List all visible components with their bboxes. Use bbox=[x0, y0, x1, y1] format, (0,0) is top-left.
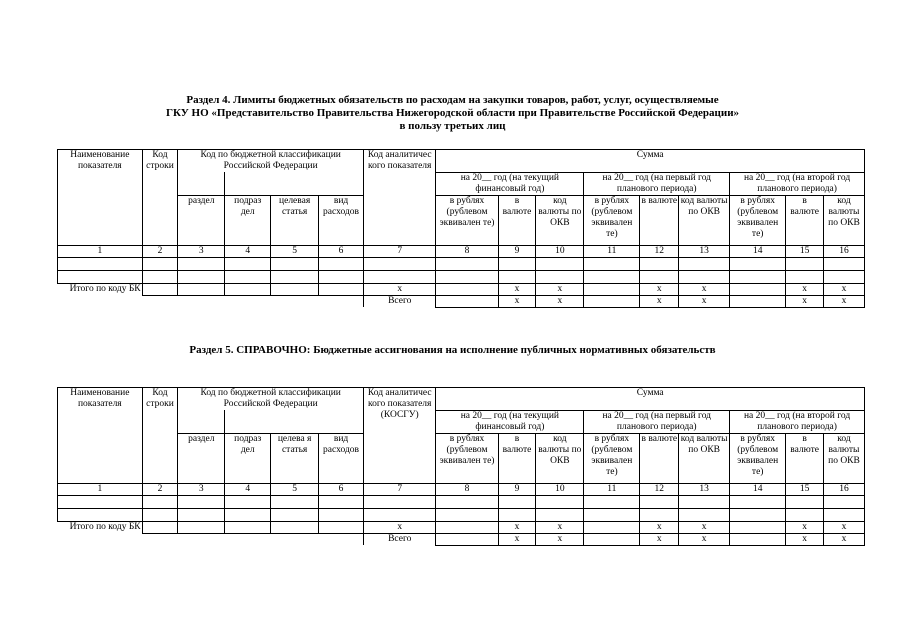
section4-title-line-1: Раздел 4. Лимиты бюджетных обязательств по расходам на закупки товаров, работ, услуг, осуществляемые bbox=[186, 94, 719, 106]
column-number: 4 bbox=[225, 245, 271, 257]
table-row bbox=[58, 495, 865, 508]
column-number: 6 bbox=[319, 245, 364, 257]
x-mark: x bbox=[498, 295, 536, 307]
header-subsection: подраз дел bbox=[225, 195, 271, 245]
header-cur-1: в валюте bbox=[498, 195, 536, 245]
x-mark: x bbox=[679, 295, 730, 307]
header-cur-1: в валюте bbox=[498, 433, 536, 483]
column-number: 5 bbox=[271, 245, 319, 257]
column-number: 8 bbox=[436, 245, 498, 257]
x-mark: x bbox=[640, 295, 679, 307]
x-mark: x bbox=[823, 521, 864, 533]
x-mark: x bbox=[679, 283, 730, 295]
total-bk-label: Итого по коду БК bbox=[69, 283, 141, 294]
x-mark: x bbox=[364, 521, 436, 533]
total-bk-row bbox=[58, 521, 865, 533]
header-subsection: подраз дел bbox=[225, 433, 271, 483]
header-sum: Сумма bbox=[436, 388, 865, 411]
header-rub-1: в рублях (рублевом эквивален те) bbox=[436, 195, 498, 245]
column-number: 16 bbox=[823, 245, 864, 257]
total-all-label: Всего bbox=[364, 533, 436, 545]
x-mark: x bbox=[536, 295, 584, 307]
column-number: 9 bbox=[498, 483, 536, 495]
column-number: 15 bbox=[786, 483, 824, 495]
column-number: 1 bbox=[58, 483, 143, 495]
x-mark: x bbox=[823, 295, 864, 307]
header-okv-3: код валюты по ОКВ bbox=[823, 433, 864, 483]
section4-table bbox=[57, 149, 865, 308]
section4-title bbox=[40, 94, 865, 133]
table-row bbox=[58, 257, 865, 270]
x-mark: x bbox=[536, 283, 584, 295]
header-analytic-code: Код аналитичес кого показателя bbox=[364, 150, 436, 246]
x-mark: x bbox=[498, 283, 536, 295]
column-number: 3 bbox=[178, 483, 225, 495]
column-number: 8 bbox=[436, 483, 498, 495]
total-all-row bbox=[58, 533, 865, 545]
x-mark: x bbox=[498, 521, 536, 533]
header-sum: Сумма bbox=[436, 150, 865, 173]
column-number: 13 bbox=[679, 245, 730, 257]
x-mark: x bbox=[640, 283, 679, 295]
header-okv-2: код валюты по ОКВ bbox=[679, 433, 730, 483]
x-mark: x bbox=[640, 533, 679, 545]
column-number: 10 bbox=[536, 245, 584, 257]
header-year-plan1: на 20__ год (на первый год планового периода) bbox=[584, 172, 730, 195]
header-cur-3: в валюте bbox=[786, 433, 824, 483]
column-number: 14 bbox=[730, 245, 786, 257]
x-mark: x bbox=[786, 295, 824, 307]
header-rub-1: в рублях (рублевом эквивален те) bbox=[436, 433, 498, 483]
column-number: 12 bbox=[640, 245, 679, 257]
header-rub-2: в рублях (рублевом эквивален те) bbox=[584, 195, 640, 245]
section5-title: Раздел 5. СПРАВОЧНО: Бюджетные ассигнования на исполнение публичных нормативных обязательств bbox=[189, 344, 716, 356]
column-number: 5 bbox=[271, 483, 319, 495]
header-okv-1: код валюты по ОКВ bbox=[536, 433, 584, 483]
column-number: 6 bbox=[319, 483, 364, 495]
header-year-current: на 20__ год (на текущий финансовый год) bbox=[436, 410, 584, 433]
x-mark: x bbox=[498, 533, 536, 545]
column-number-row bbox=[58, 483, 865, 495]
header-row-code: Код строки bbox=[142, 150, 178, 246]
column-number: 3 bbox=[178, 245, 225, 257]
header-year-plan2: на 20__ год (на второй год планового периода) bbox=[730, 172, 865, 195]
header-okv-2: код валюты по ОКВ bbox=[679, 195, 730, 245]
header-row-code: Код строки bbox=[142, 388, 178, 484]
x-mark: x bbox=[640, 521, 679, 533]
x-mark: x bbox=[823, 283, 864, 295]
column-number: 9 bbox=[498, 245, 536, 257]
header-name: Наименование показателя bbox=[58, 388, 143, 484]
table-row bbox=[58, 508, 865, 521]
column-number: 2 bbox=[142, 245, 178, 257]
header-year-plan2: на 20__ год (на второй год планового периода) bbox=[730, 410, 865, 433]
column-number: 15 bbox=[786, 245, 824, 257]
column-number-row bbox=[58, 245, 865, 257]
x-mark: x bbox=[786, 521, 824, 533]
header-target: целева я статья bbox=[271, 433, 319, 483]
header-rub-3: в рублях (рублевом эквивален те) bbox=[730, 433, 786, 483]
header-year-plan1: на 20__ год (на первый год планового периода) bbox=[584, 410, 730, 433]
header-section: раздел bbox=[178, 195, 225, 245]
header-rub-2: в рублях (рублевом эквивален те) bbox=[584, 433, 640, 483]
header-bk-code: Код по бюджетной классификации Российской Федерации bbox=[178, 388, 364, 411]
column-number: 10 bbox=[536, 483, 584, 495]
header-year-current: на 20__ год (на текущий финансовый год) bbox=[436, 172, 584, 195]
header-cur-3: в валюте bbox=[786, 195, 824, 245]
column-number: 13 bbox=[679, 483, 730, 495]
header-analytic-code: Код аналитичес кого показателя (КОСГУ) bbox=[364, 388, 436, 484]
x-mark: x bbox=[364, 283, 436, 295]
header-exp-type: вид расходов bbox=[319, 195, 364, 245]
x-mark: x bbox=[823, 533, 864, 545]
column-number: 12 bbox=[640, 483, 679, 495]
column-number: 7 bbox=[364, 245, 436, 257]
header-bk-code: Код по бюджетной классификации Российской Федерации bbox=[178, 150, 364, 173]
total-bk-label: Итого по коду БК bbox=[69, 521, 141, 532]
header-rub-3: в рублях (рублевом эквивален те) bbox=[730, 195, 786, 245]
column-number: 11 bbox=[584, 483, 640, 495]
x-mark: x bbox=[679, 521, 730, 533]
total-bk-row bbox=[58, 283, 865, 295]
column-number: 14 bbox=[730, 483, 786, 495]
header-section: раздел bbox=[178, 433, 225, 483]
column-number: 2 bbox=[142, 483, 178, 495]
total-all-label: Всего bbox=[364, 295, 436, 307]
header-name: Наименование показателя bbox=[58, 150, 143, 246]
x-mark: x bbox=[679, 533, 730, 545]
header-exp-type: вид расходов bbox=[319, 433, 364, 483]
section5-table bbox=[57, 387, 865, 546]
section4-title-line-3: в пользу третьих лиц bbox=[399, 120, 506, 132]
x-mark: x bbox=[536, 533, 584, 545]
column-number: 7 bbox=[364, 483, 436, 495]
x-mark: x bbox=[786, 533, 824, 545]
header-okv-3: код валюты по ОКВ bbox=[823, 195, 864, 245]
column-number: 11 bbox=[584, 245, 640, 257]
header-target: целевая статья bbox=[271, 195, 319, 245]
table-row bbox=[58, 270, 865, 283]
header-cur-2: в валюте bbox=[640, 433, 679, 483]
section4-title-line-2: ГКУ НО «Представительство Правительства Нижегородской области при Правительстве Российской Федерации» bbox=[165, 107, 740, 119]
x-mark: x bbox=[786, 283, 824, 295]
header-okv-1: код валюты по ОКВ bbox=[536, 195, 584, 245]
column-number: 16 bbox=[823, 483, 864, 495]
header-cur-2: в валюте bbox=[640, 195, 679, 245]
x-mark: x bbox=[536, 521, 584, 533]
total-all-row bbox=[58, 295, 865, 307]
column-number: 4 bbox=[225, 483, 271, 495]
column-number: 1 bbox=[58, 245, 143, 257]
